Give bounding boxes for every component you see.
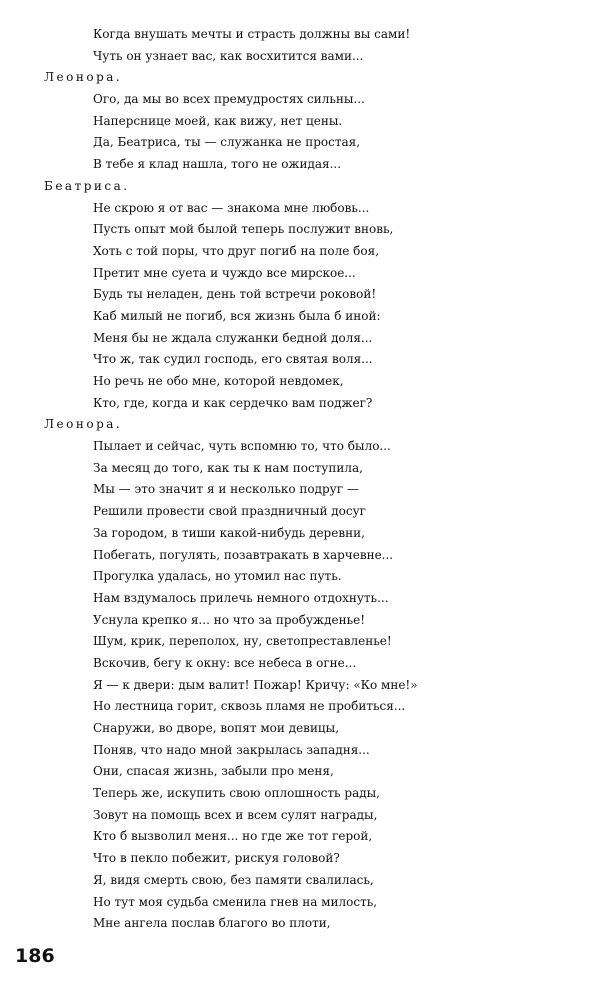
verse-line: Вскочив, бегу к окну: все небеса в огне...	[93, 655, 357, 670]
verse-line: Что ж, так судил господь, его святая воля...	[93, 352, 373, 367]
verse-line: Но тут моя судьба сменила гнев на милость,	[93, 894, 378, 909]
verse-line: Кто, где, когда и как сердечко вам поджег?	[93, 395, 373, 410]
verse-line: Кто б вызволил меня... но где же тот герой,	[93, 829, 373, 844]
verse-line: За городом, в тиши какой-нибудь деревни,	[93, 525, 365, 540]
verse-line: Не скрою я от вас — знакома мне любовь...	[93, 200, 370, 215]
verse-line: Решили провести свой праздничный досуг	[93, 504, 366, 519]
verse-line: За месяц до того, как ты к нам поступила,	[93, 460, 363, 475]
verse-line: Зовут на помощь всех и всем сулят награды,	[93, 807, 378, 822]
verse-line: Но речь не обо мне, которой невдомек,	[93, 374, 344, 388]
verse-line: Уснула крепко я... но что за пробужденье!	[93, 612, 366, 627]
page-number: 186	[15, 945, 55, 967]
verse-line: Мне ангела послав благого во плоти,	[93, 916, 331, 931]
verse-line: Когда внушать мечты и страсть должны вы сами!	[93, 27, 411, 41]
verse-line: Что в пекло побежит, рискуя головой?	[93, 851, 340, 866]
verse-line: Наперснице моей, как вижу, нет цены.	[93, 113, 343, 128]
verse-line: Они, спасая жизнь, забыли про меня,	[93, 764, 334, 779]
verse-line: Пылает и сейчас, чуть вспомню то, что было...	[93, 439, 391, 454]
verse-line: Мы — это значит я и несколько подруг —	[93, 482, 359, 497]
verse-line: Шум, крик, переполох, ну, светопреставленье!	[93, 634, 392, 649]
verse-line: Претит мне суета и чуждо все мирское...	[93, 265, 356, 280]
verse-line: Прогулка удалась, но утомил нас путь.	[93, 569, 342, 584]
verse-line: Снаружи, во дворе, вопят мои девицы,	[93, 721, 340, 735]
verse-line: В тебе я клад нашла, того не ожидая...	[93, 157, 342, 172]
verse-line: Ого, да мы во всех премудростях сильны...	[93, 92, 365, 107]
verse-line: Пусть опыт мой былой теперь послужит вновь,	[93, 222, 394, 237]
speaker-name: Беатриса.	[44, 178, 130, 193]
verse-line: Нам вздумалось прилечь немного отдохнуть...	[93, 590, 389, 605]
verse-line: Каб милый не погиб, вся жизнь была б иной:	[93, 308, 381, 323]
verse-line: Побегать, погулять, позавтракать в харчевне...	[93, 547, 394, 562]
verse-line: Но лестница горит, сквозь пламя не пробиться...	[93, 699, 406, 714]
poem-text	[0, 24, 600, 935]
verse-line: Чуть он узнает вас, как восхитится вами...	[93, 48, 364, 63]
verse-line: Хоть с той поры, что друг погиб на поле боя,	[93, 243, 380, 258]
verse-line: Меня бы не ждала служанки бедной доля...	[93, 330, 373, 345]
verse-line: Я — к двери: дым валит! Пожар! Кричу: «Ко мне!»	[93, 677, 418, 692]
verse-line: Будь ты неладен, день той встречи роковой!	[93, 287, 377, 302]
verse-line: Теперь же, искупить свою оплошность рады,	[93, 786, 380, 801]
verse-line: Да, Беатриса, ты — служанка не простая,	[93, 135, 361, 150]
verse-line: Поняв, что надо мной закрылась западня...	[93, 742, 370, 757]
verse-line: Я, видя смерть свою, без памяти свалилась,	[93, 872, 374, 887]
speaker-name: Леонора.	[44, 70, 123, 85]
speaker-name: Леонора.	[44, 417, 123, 432]
